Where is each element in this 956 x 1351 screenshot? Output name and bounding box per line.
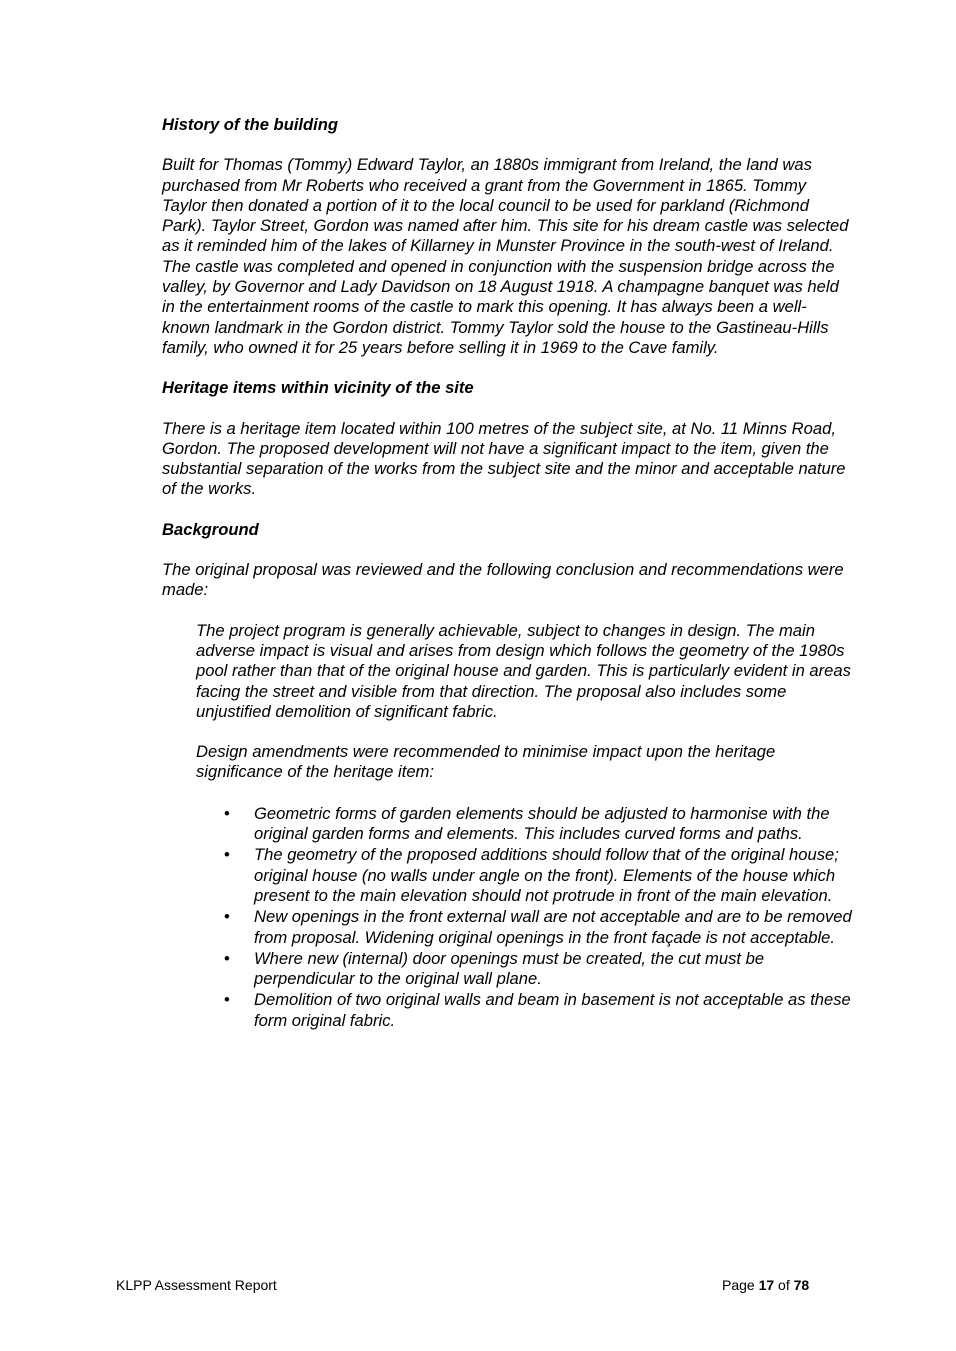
- list-item-text: Geometric forms of garden elements should be adjusted to harmonise with the original garden forms and elements. This includes curved forms and paths.: [254, 803, 830, 844]
- list-item: [162, 949, 852, 990]
- total-pages: 78: [793, 1277, 810, 1293]
- background-paragraph: The original proposal was reviewed and the following conclusion and recommendations were made:: [162, 560, 844, 600]
- quoted-recommendations-intro: Design amendments were recommended to minimise impact upon the heritage significance of the heritage item:: [196, 742, 776, 782]
- list-item: [162, 907, 852, 948]
- document-body: [162, 115, 852, 1032]
- list-item-text: Demolition of two original walls and beam in basement is not acceptable as these form original fabric.: [254, 990, 851, 1030]
- section-heading-heritage-items: Heritage items within vicinity of the site: [162, 378, 474, 398]
- list-item-text: The geometry of the proposed additions should follow that of the original house; original house (no walls under angle on the front). Elements of the house which present to the main elevation should not protrude in front of the main elevation.: [254, 845, 839, 905]
- list-item: [162, 845, 852, 906]
- bullet-icon: •: [224, 990, 230, 1010]
- section-heading-background: Background: [162, 519, 259, 539]
- heritage-items-paragraph: There is a heritage item located within 100 metres of the subject site, at No. 11 Minns Road, Gordon. The proposed development will not have a significant impact to the item, given the substantial separation of the works from the subject site and the minor and acceptable nature of the works.: [162, 418, 846, 499]
- list-item-text: New openings in the front external wall are not acceptable and are to be removed from proposal. Widening original openings in the front façade is not acceptable.: [254, 907, 852, 947]
- footer-page-number: [722, 1277, 809, 1293]
- history-paragraph: Built for Thomas (Tommy) Edward Taylor, an 1880s immigrant from Ireland, the land was purchased from Mr Roberts who received a grant from the Government in 1865. Tommy Taylor then donated a portion of it to the local council to be used for parkland (Richmond Park). Taylor Street, Gordon was named after him. This site for his dream castle was selected as it reminded him of the lakes of Killarney in Munster Province in the south-west of Ireland. The castle was completed and opened in conjunction with the suspension bridge across the valley, by Governor and Lady Davidson on 18 August 1918. A champagne banquet was held in the entertainment rooms of the castle to mark this opening. It has always been a well-known landmark in the Gordon district. Tommy Taylor sold the house to the Gastineau-Hills family, who owned it for 25 years before selling it in 1969 to the Cave family.: [162, 155, 849, 357]
- section-heading-history: History of the building: [162, 115, 339, 134]
- page-of: of: [774, 1277, 794, 1293]
- list-item: [162, 804, 852, 845]
- footer-report-title: KLPP Assessment Report: [116, 1277, 277, 1293]
- quoted-conclusion-paragraph: The project program is generally achievable, subject to changes in design. The main adverse impact is visual and arises from design which follows the geometry of the 1980s pool rather than that of the original house and garden. This is particularly evident in areas facing the street and visible from that direction. The proposal also includes some unjustified demolition of significant fabric.: [196, 620, 851, 721]
- list-item: [162, 990, 852, 1031]
- bullet-icon: •: [224, 948, 230, 968]
- page-prefix: Page: [722, 1277, 759, 1293]
- list-item-text: Where new (internal) door openings must be created, the cut must be perpendicular to the original wall plane.: [254, 948, 765, 989]
- bullet-icon: •: [224, 803, 230, 823]
- recommendations-list: [162, 804, 852, 1031]
- current-page: 17: [758, 1277, 775, 1293]
- bullet-icon: •: [224, 845, 230, 865]
- bullet-icon: •: [224, 907, 230, 927]
